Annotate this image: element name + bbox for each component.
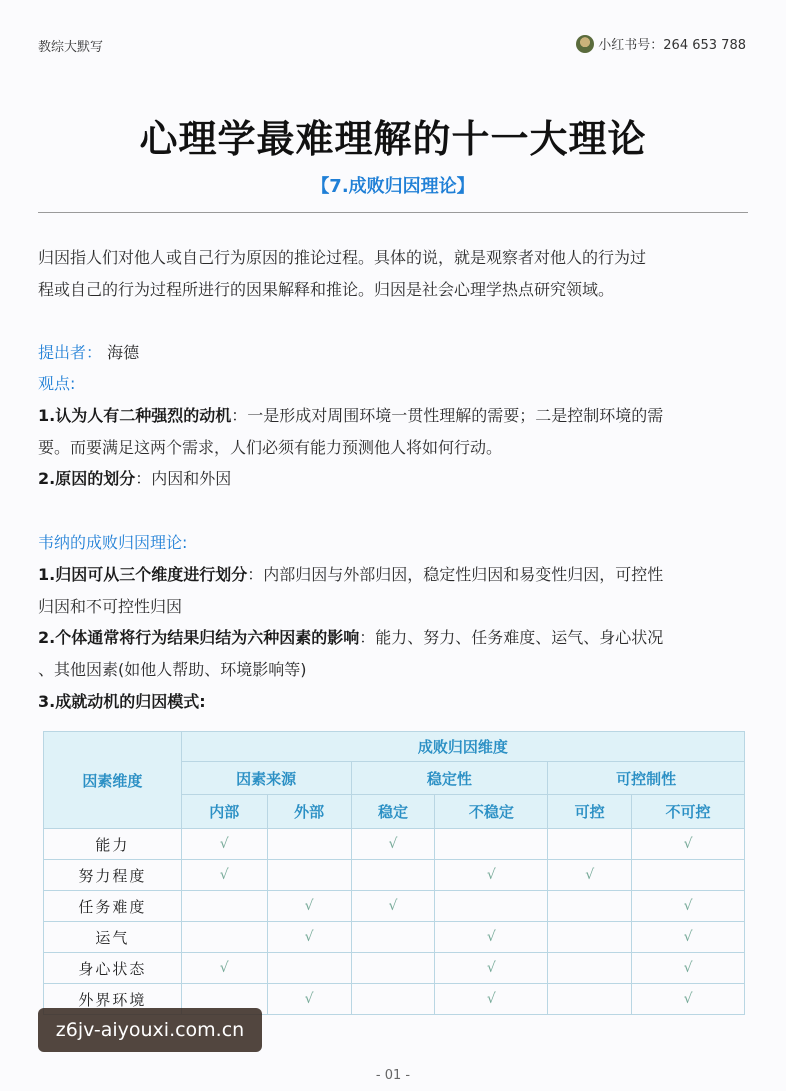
table-row	[44, 829, 745, 860]
w1-text: ：内部归因与外部归因，稳定性归因和易变性归因，可控性	[247, 565, 664, 584]
empty-cell	[435, 891, 548, 922]
empty-cell	[351, 953, 435, 984]
row-label: 外界环境	[44, 984, 182, 1015]
table-top-header: 成败归因维度	[181, 732, 744, 762]
check-mark-icon: √	[435, 953, 548, 984]
view2-line	[38, 463, 750, 495]
intro-line-2: 程或自己的行为过程所进行的因果解释和推论。归因是社会心理学热点研究领域。	[38, 280, 615, 299]
weiner-label: 韦纳的成败归因理论:	[38, 533, 188, 552]
check-mark-icon: √	[351, 891, 435, 922]
header-left-text: 教综大默写	[38, 40, 104, 55]
sub-header: 稳定	[351, 795, 435, 829]
page-number: - 01 -	[375, 1068, 411, 1083]
check-mark-icon: √	[435, 984, 548, 1015]
check-mark-icon: √	[548, 860, 632, 891]
empty-cell	[181, 922, 267, 953]
row-label: 努力程度	[44, 860, 182, 891]
table-row	[44, 891, 745, 922]
group-header: 因素来源	[181, 762, 351, 795]
check-mark-icon: √	[435, 922, 548, 953]
empty-cell	[548, 829, 632, 860]
table-row	[44, 922, 745, 953]
sub-header: 外部	[267, 795, 351, 829]
w1-line-2: 归因和不可控性归因	[38, 597, 183, 616]
sub-header: 不可控	[632, 795, 745, 829]
proposer-sep: ：	[86, 343, 103, 362]
check-mark-icon: √	[351, 829, 435, 860]
w2-heading: 2.个体通常将行为结果归结为六种因素的影响	[38, 628, 360, 647]
row-label: 任务难度	[44, 891, 182, 922]
check-mark-icon: √	[181, 829, 267, 860]
w2-line-2: 、其他因素(如他人帮助、环境影响等)	[38, 660, 307, 679]
intro-line-1: 归因指人们对他人或自己行为原因的推论过程。具体的说，就是观察者对他人的行为过	[38, 248, 647, 267]
empty-cell	[548, 953, 632, 984]
sub-header: 不稳定	[435, 795, 548, 829]
check-mark-icon: √	[632, 891, 745, 922]
check-mark-icon: √	[632, 922, 745, 953]
empty-cell	[548, 891, 632, 922]
divider	[38, 212, 748, 213]
w1-line-1	[38, 559, 750, 591]
page-title: 心理学最难理解的十一大理论	[139, 117, 647, 161]
row-label: 身心状态	[44, 953, 182, 984]
view1-line-2: 要。而要满足这两个需求，人们必须有能力预测他人将如何行动。	[38, 438, 503, 457]
proposer-value: 海德	[107, 343, 140, 362]
empty-cell	[351, 860, 435, 891]
empty-cell	[267, 953, 351, 984]
proposer	[38, 337, 750, 369]
w1-heading: 1.归因可从三个维度进行划分	[38, 565, 248, 584]
proposer-label: 提出者	[38, 343, 87, 362]
empty-cell	[351, 984, 435, 1015]
row-label: 能力	[44, 829, 182, 860]
empty-cell	[267, 860, 351, 891]
view1-line-1	[38, 400, 750, 432]
attribution-table	[43, 731, 745, 1015]
empty-cell	[435, 829, 548, 860]
empty-cell	[548, 984, 632, 1015]
account-id: 小红书号：264 653 788	[598, 38, 746, 53]
watermark: z6jv-aiyouxi.com.cn	[38, 1008, 262, 1052]
header-right	[576, 34, 746, 53]
check-mark-icon: √	[181, 860, 267, 891]
check-mark-icon: √	[267, 984, 351, 1015]
row-label: 运气	[44, 922, 182, 953]
empty-cell	[181, 891, 267, 922]
check-mark-icon: √	[267, 891, 351, 922]
w3-line	[38, 686, 750, 718]
view1-text: ：一是形成对周围环境一贯性理解的需要；二是控制环境的需	[231, 406, 664, 425]
w2-line-1	[38, 622, 750, 654]
sub-header: 可控	[548, 795, 632, 829]
empty-cell	[632, 860, 745, 891]
table-row	[44, 953, 745, 984]
empty-cell	[267, 829, 351, 860]
view1-heading: 1.认为人有二种强烈的动机	[38, 406, 232, 425]
group-header: 可控制性	[548, 762, 745, 795]
page-subtitle: 【7.成败归因理论】	[311, 176, 475, 197]
check-mark-icon: √	[267, 922, 351, 953]
viewpoint-label: 观点:	[38, 374, 76, 393]
check-mark-icon: √	[181, 953, 267, 984]
table-corner: 因素维度	[44, 732, 182, 829]
check-mark-icon: √	[632, 953, 745, 984]
empty-cell	[351, 922, 435, 953]
w2-text: ：能力、努力、任务难度、运气、身心状况	[359, 628, 664, 647]
avatar-icon	[576, 35, 594, 53]
empty-cell	[548, 922, 632, 953]
view2-heading: 2.原因的划分	[38, 469, 136, 488]
check-mark-icon: √	[632, 984, 745, 1015]
w3-heading: 3.成就动机的归因模式:	[38, 692, 206, 711]
check-mark-icon: √	[632, 829, 745, 860]
group-header: 稳定性	[351, 762, 548, 795]
check-mark-icon: √	[435, 860, 548, 891]
view2-text: ：内因和外因	[135, 469, 232, 488]
sub-header: 内部	[181, 795, 267, 829]
table-row	[44, 860, 745, 891]
